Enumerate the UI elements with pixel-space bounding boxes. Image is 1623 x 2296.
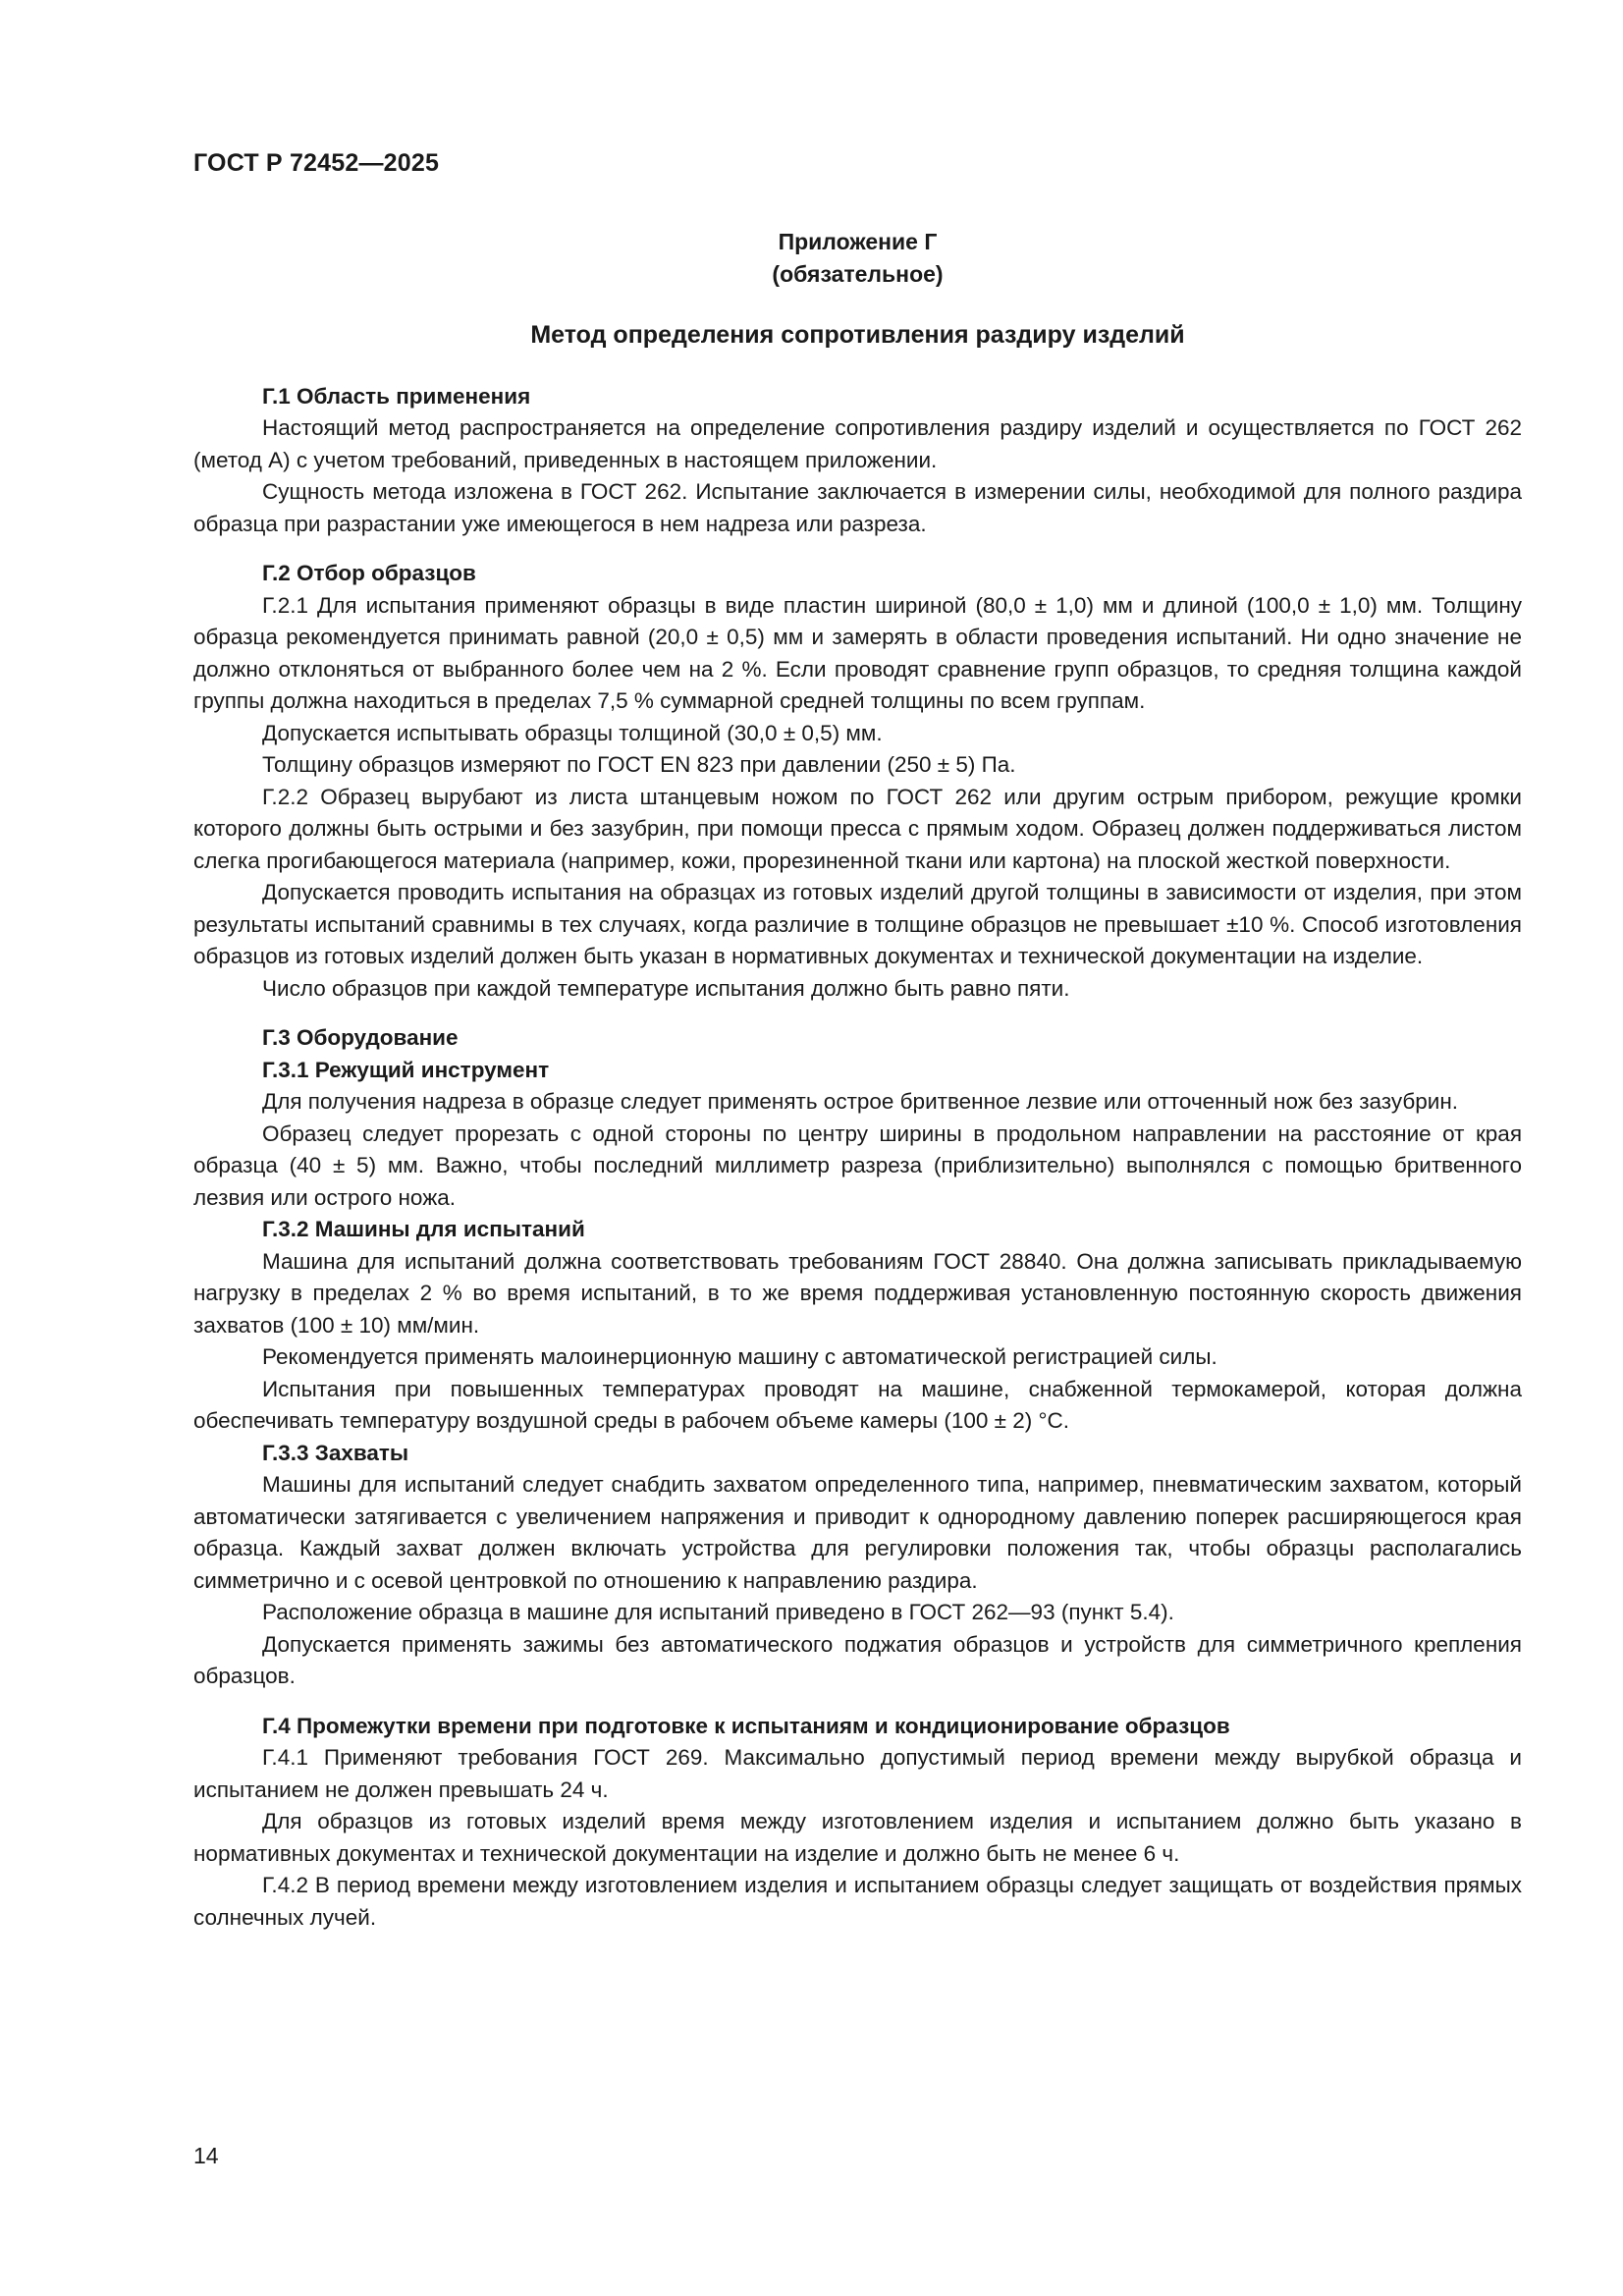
document-header-id: ГОСТ Р 72452—2025 xyxy=(193,149,440,177)
paragraph: Настоящий метод распространяется на определение сопротивления раздиру изделий и осуществляется по ГОСТ 262 (метод А) с учетом требований, приведенных в настоящем приложении. xyxy=(193,415,1522,472)
paragraph: Машина для испытаний должна соответствовать требованиям ГОСТ 28840. Она должна записывать прикладываемую нагрузку в пределах 2 % во время испытаний, в то же время поддерживая установленную постоянную скорость движения захватов (100 ± 10) мм/мин. xyxy=(193,1248,1522,1338)
section-heading: Г.4 Промежутки времени при подготовке к испытаниям и кондиционирование образцов xyxy=(262,1713,1230,1738)
paragraph: Испытания при повышенных температурах проводят на машине, снабженной термокамерой, которая должна обеспечивать температуру воздушной среды в рабочем объеме камеры (100 ± 2) °С. xyxy=(193,1376,1522,1433)
paragraph: Толщину образцов измеряют по ГОСТ EN 823 при давлении (250 ± 5) Па. xyxy=(262,752,1016,777)
annex-status: (обязательное) xyxy=(772,260,944,287)
paragraph: Допускается испытывать образцы толщиной (30,0 ± 0,5) мм. xyxy=(262,720,883,745)
section-g1 xyxy=(193,381,1522,541)
paragraph: Г.2.2 Образец вырубают из листа штанцевым ножом по ГОСТ 262 или другим острым прибором, режущие кромки которого должны быть острыми и без зазубрин, при помощи пресса с прямым ходом. Образец должен поддерживаться листом слегка прогибающегося материала (например, кожи, прорезиненной ткани или картона) на плоской жесткой поверхности. xyxy=(193,784,1522,873)
subsection-heading: Г.3.1 Режущий инструмент xyxy=(262,1057,550,1082)
annex-title: Приложение Г xyxy=(778,229,938,254)
paragraph: Образец следует прорезать с одной стороны по центру ширины в продольном направлении на расстояние от края образца (40 ± 5) мм. Важно, чтобы последний миллиметр разреза (приблизительно) выполнялся с помощью бритвенного лезвия или острого ножа. xyxy=(193,1121,1522,1210)
paragraph: Число образцов при каждой температуре испытания должно быть равно пяти. xyxy=(262,975,1070,1001)
page-number: 14 xyxy=(193,2143,219,2168)
paragraph: Сущность метода изложена в ГОСТ 262. Испытание заключается в измерении силы, необходимой для полного раздира образца при разрастании уже имеющегося в нем надреза или разреза. xyxy=(193,479,1522,536)
section-g2 xyxy=(193,558,1522,1005)
section-g4 xyxy=(193,1711,1522,1935)
section-g3-2 xyxy=(193,1214,1522,1438)
method-title: Метод определения сопротивления раздиру изделий xyxy=(530,321,1185,349)
paragraph: Допускается проводить испытания на образцах из готовых изделий другой толщины в зависимости от изделия, при этом результаты испытаний сравнимы в тех случаях, когда различие в толщине образцов не превышает ±10 %. Способ изготовления образцов из готовых изделий должен быть указан в нормативных документах и технической документации на изделие. xyxy=(193,880,1522,968)
section-heading: Г.2 Отбор образцов xyxy=(262,561,476,585)
section-heading: Г.1 Область применения xyxy=(262,383,531,409)
paragraph: Допускается применять зажимы без автоматического поджатия образцов и устройств для симметричного крепления образцов. xyxy=(193,1631,1522,1688)
section-g3-3 xyxy=(193,1438,1522,1693)
subsection-heading: Г.3.2 Машины для испытаний xyxy=(262,1217,585,1241)
section-g3-1 xyxy=(193,1055,1522,1215)
paragraph: Г.4.1 Применяют требования ГОСТ 269. Максимально допустимый период времени между вырубкой образца и испытанием не должен превышать 24 ч. xyxy=(193,1745,1522,1802)
page-content xyxy=(193,226,1522,1934)
paragraph: Расположение образца в машине для испытаний приведено в ГОСТ 262—93 (пункт 5.4). xyxy=(262,1600,1174,1624)
paragraph: Для получения надреза в образце следует применять острое бритвенное лезвие или отточенный нож без зазубрин. xyxy=(262,1089,1459,1114)
section-heading: Г.3 Оборудование xyxy=(262,1025,459,1050)
subsection-heading: Г.3.3 Захваты xyxy=(262,1440,409,1465)
paragraph: Машины для испытаний следует снабдить захватом определенного типа, например, пневматическим захватом, который автоматически затягивается с увеличением напряжения и приводит к однородному давлению поперек расширяющегося края образца. Каждый захват должен включать устройства для регулировки положения так, чтобы образцы располагались симметрично и с осевой центровкой по отношению к направлению раздира. xyxy=(193,1472,1522,1593)
section-g3 xyxy=(193,1022,1522,1055)
paragraph: Рекомендуется применять малоинерционную машину с автоматической регистрацией силы. xyxy=(262,1344,1217,1369)
paragraph: Г.4.2 В период времени между изготовлением изделия и испытанием образцы следует защищать от воздействия прямых солнечных лучей. xyxy=(193,1873,1522,1930)
paragraph: Г.2.1 Для испытания применяют образцы в виде пластин шириной (80,0 ± 1,0) мм и длиной (100,0 ± 1,0) мм. Толщину образца рекомендуется принимать равной (20,0 ± 0,5) мм и замерять в области проведения испытаний. Ни одно значение не должно отклоняться от выбранного более чем на 2 %. Если проводят сравнение групп образцов, то средняя толщина каждой группы должна находиться в пределах 7,5 % суммарной средней толщины по всем группам. xyxy=(193,592,1522,713)
paragraph: Для образцов из готовых изделий время между изготовлением изделия и испытанием должно быть указано в нормативных документах и технической документации на изделие и должно быть не менее 6 ч. xyxy=(193,1809,1522,1866)
